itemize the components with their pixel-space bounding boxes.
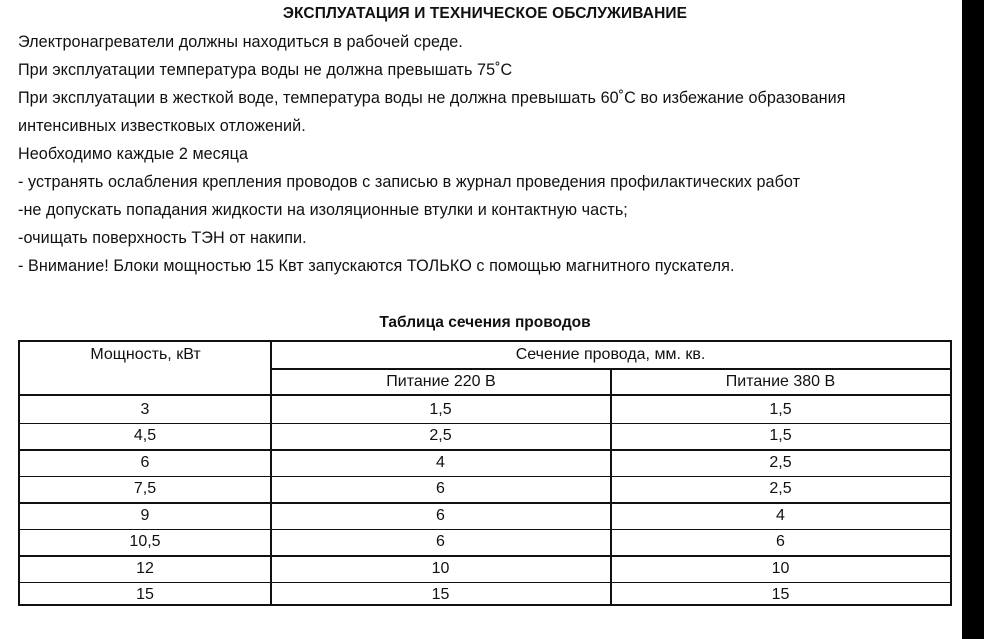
document-title: ЭКСПЛУАТАЦИЯ И ТЕХНИЧЕСКОЕ ОБСЛУЖИВАНИЕ — [282, 5, 688, 22]
cell-power: 4,5 — [133, 427, 157, 445]
text-line: Необходимо каждые 2 месяца — [18, 145, 249, 163]
row-divider — [20, 423, 950, 425]
text-line: - устранять ослабления крепления проводов с записью в журнал проведения профилактических работ — [18, 173, 801, 191]
cell-220: 6 — [436, 480, 445, 498]
row-divider — [20, 394, 950, 396]
text-line: интенсивных известковых отложений. — [18, 117, 306, 135]
row-divider — [20, 582, 950, 584]
cell-380: 1,5 — [769, 427, 792, 445]
header-220: Питание 220 В — [386, 372, 496, 390]
cell-380: 2,5 — [769, 453, 792, 471]
text-line: При эксплуатации температура воды не должна превышать 75˚С — [18, 61, 513, 79]
wire-section-table — [18, 340, 952, 606]
cell-220: 15 — [431, 586, 450, 604]
header-power: Мощность, кВт — [90, 346, 201, 363]
text-line: -не допускать попадания жидкости на изоляционные втулки и контактную часть; — [18, 201, 628, 219]
cell-380: 6 — [776, 533, 785, 551]
cell-power: 6 — [140, 453, 150, 471]
table-title: Таблица сечения проводов — [379, 314, 591, 331]
cell-220: 10 — [431, 559, 450, 577]
header-section: Сечение провода, мм. кв. — [515, 346, 706, 363]
row-divider — [20, 555, 950, 557]
text-line: - Внимание! Блоки мощностью 15 Квт запускаются ТОЛЬКО с помощью магнитного пускателя. — [18, 257, 735, 275]
cell-380: 15 — [771, 586, 790, 604]
row-divider — [20, 449, 950, 451]
cell-380: 2,5 — [769, 480, 792, 498]
cell-power: 15 — [136, 586, 154, 604]
cell-220: 6 — [436, 533, 445, 551]
row-divider — [20, 529, 950, 531]
cell-power: 9 — [140, 506, 150, 524]
cell-power: 3 — [140, 400, 150, 418]
cell-power: 7,5 — [133, 480, 157, 498]
cell-220: 1,5 — [429, 400, 452, 418]
cell-power: 10,5 — [129, 533, 161, 551]
cell-380: 10 — [771, 559, 790, 577]
row-divider — [20, 476, 950, 478]
text-line: Электронагреватели должны находиться в рабочей среде. — [18, 33, 463, 51]
header-380: Питание 380 В — [725, 372, 836, 390]
cell-220: 6 — [436, 506, 445, 524]
cell-220: 4 — [436, 453, 445, 471]
cell-380: 1,5 — [769, 400, 792, 418]
cell-220: 2,5 — [429, 427, 452, 445]
row-divider — [20, 502, 950, 504]
cell-380: 4 — [776, 506, 785, 524]
text-line: -очищать поверхность ТЭН от накипи. — [18, 229, 307, 247]
text-line: При эксплуатации в жесткой воде, температура воды не должна превышать 60˚С во избежание образования — [18, 89, 846, 107]
cell-power: 12 — [136, 559, 154, 577]
